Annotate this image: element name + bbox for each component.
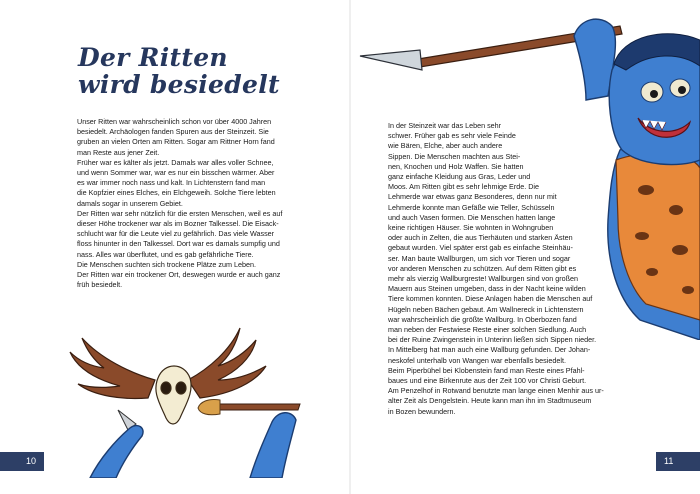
left-text-line: die Kopfzier eines Elches, ein Elchgeweih. Solche Tiere lebten [77, 188, 276, 198]
page-number-left: 10 [26, 456, 37, 466]
caveman-illustration [350, 0, 700, 340]
right-text-line: und auch Vasen formen. Die Menschen hatten lange [388, 212, 556, 222]
left-text-line: floss hinunter in den Talkessel. Dort war es damals sumpfig und [77, 239, 280, 249]
left-text-line: nass. Alles war überflutet, und es gab gefährliche Tiere. [77, 249, 254, 259]
left-text-line: besiedelt. Archäologen fanden Spuren aus der Steinzeit. Sie [77, 127, 269, 137]
page-number-right-bar [656, 452, 700, 471]
right-text-line: man neben der Festwiese Reste einer solchen Siedlung. Auch [388, 325, 587, 335]
right-text-line: Lehmerde konnte man Gefäße wie Teller, Schüsseln [388, 202, 555, 212]
left-text-line: Unser Ritten war wahrscheinlich schon vor über 4000 Jahren [77, 117, 272, 126]
right-text-line: alter Zeit als Dengelstein. Heute kann man ihn im Stadtmuseum [388, 396, 592, 406]
antler-skull-illustration [60, 318, 320, 478]
page-title [78, 44, 318, 98]
title-line-1: Der Ritten [78, 43, 228, 72]
left-text-line: man Reste aus jener Zeit. [77, 147, 160, 157]
right-text-line: war wahrscheinlich die größte Wallburg. In Oberbozen fand [388, 314, 577, 324]
left-text-column [77, 117, 332, 290]
right-text-line: neskofel unterhalb von Wangen war ebenfalls besiedelt. [388, 355, 566, 365]
right-arm [250, 413, 296, 478]
right-text-line: ser. Man baute Wallburgen, um sich vor Tieren und sogar [388, 253, 571, 263]
right-text-line: Sippen. Die Menschen machten aus Stei- [388, 151, 521, 161]
left-text-line: schlucht war für die Leute viel zu gefährlich. Das viele Wasser [77, 229, 275, 239]
right-text-line: Tiere kommen konnten. Diese Anlagen haben die Menschen auf [388, 294, 593, 304]
left-text-line: früh besiedelt. [77, 280, 123, 290]
left-text-line: Die Menschen suchten sich trockene Plätze zum Leben. [77, 259, 256, 269]
right-text-line: gebaut wurden. Viel später erst gab es einfache Steinhäu- [388, 243, 573, 253]
right-text-line: Mauern aus Steinen umgeben, dass in der Nacht keine wilden [388, 284, 586, 294]
right-text-line: In der Steinzeit war das Leben sehr [388, 121, 502, 130]
right-text-line: Am Penzelhof in Rotwand benutzte man lange einen Menhir aus ur- [388, 386, 604, 396]
right-text-line: Lehmerde war etwas ganz Besonderes, denn nur mit [388, 192, 557, 202]
left-arm [90, 426, 143, 478]
left-text-line: es war immer noch nass und kalt. In Lichtenstern fand man [77, 178, 266, 188]
elk-skull [156, 366, 191, 424]
page-number-left-bar [0, 452, 44, 471]
right-text-line: oder auch in Zelten, die aus Tierhäuten und starken Ästen [388, 233, 573, 243]
right-text-line: ganz einfache Kleidung aus Gras, Leder und [388, 172, 531, 182]
left-text-line: und wenn Sommer war, war es nur ein bisschen wärmer. Aber [77, 168, 275, 178]
left-text-line: Der Ritten war ein trockener Ort, deswegen wurde er auch ganz [77, 270, 281, 280]
right-text-line: schwer. Früher gab es sehr viele Feinde [388, 131, 516, 141]
title-line-2: wird besiedelt [78, 70, 280, 99]
right-text-line: wie Bären, Elche, aber auch andere [388, 141, 503, 151]
right-text-line: vor anderen Menschen zu schützen. Auf dem Ritten gibt es [388, 263, 577, 273]
right-text-line: nen, Knochen und Holz Waffen. Sie hatten [388, 161, 524, 171]
right-text-line: bei der Ruine Zwingenstein in Unterinn ließen sich Sippen nieder. [388, 335, 597, 345]
left-text-line: dieser Höhe trockener war als im Bozner Talkessel. Die Eisack- [77, 219, 279, 229]
right-text-line: baues und eine Birkenrute aus der Zeit 100 vor Christi Geburt. [388, 376, 587, 386]
left-text-line: gruben an vielen Orten am Ritten. Sogar am Rittner Horn fand [77, 137, 275, 147]
right-text-line: In Mittelberg hat man auch eine Wallburg gefunden. Der Johan- [388, 345, 591, 355]
left-text-line: Früher war es kälter als jetzt. Damals war alles voller Schnee, [77, 157, 274, 167]
left-text-line: damals sogar in unserem Gebiet. [77, 198, 183, 208]
left-text-line: Der Ritten war sehr nützlich für die ersten Menschen, weil es auf [77, 208, 283, 218]
right-text-line: Moos. Am Ritten gibt es sehr lehmige Erde. Die [388, 182, 540, 192]
right-text-line: Hügeln neben Bächen gebaut. Am Wallnereck in Lichtenstern [388, 304, 584, 314]
page-number-right: 11 [664, 456, 674, 466]
right-text-line: Beim Piperbühel bei Klobenstein fand man Reste eines Pfahl- [388, 365, 585, 375]
spear-head [360, 50, 422, 70]
right-text-line: mehr als vierzig Wallburgreste! Wallburgen sind von großen [388, 274, 579, 284]
right-text-line: in Bozen bewundern. [388, 406, 456, 416]
right-text-line: keine richtigen Häuser. Sie wohnten in Wohngruben [388, 223, 554, 233]
